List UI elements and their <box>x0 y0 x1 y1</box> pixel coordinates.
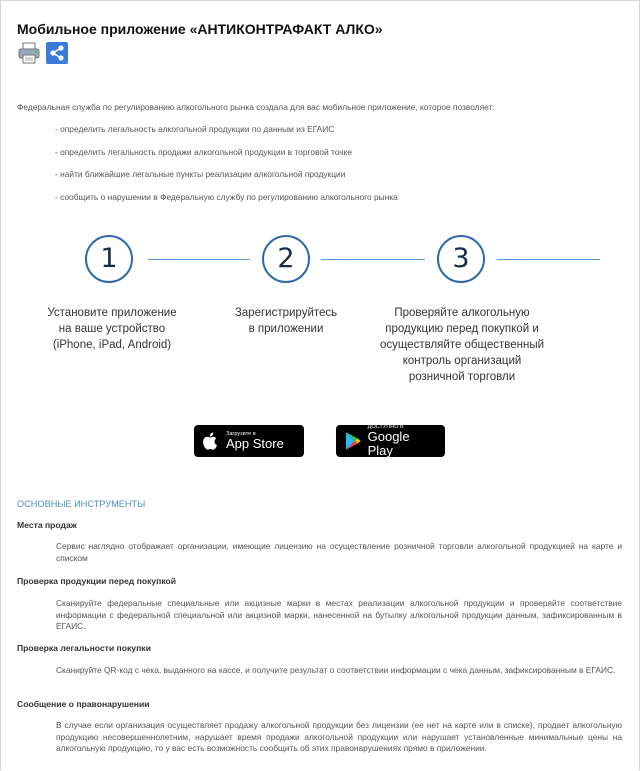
list-item: - определить легальность продажи алкогольной продукции в торговой точке <box>55 146 353 157</box>
intro-text: Федеральная служба по регулированию алкогольного рынка создала для вас мобильное приложение, которое позволяет: <box>17 102 495 112</box>
list-item: - сообщить о нарушении в Федеральную службу по регулированию алкогольного рынка <box>55 191 398 202</box>
step-3-number: 3 <box>437 235 485 283</box>
tool-description: Сканируйте федеральные специальные или акцизные марки в местах реализации алкогольной продукции и проверяйте соответствие информации с федеральной специальной или акцизной марки, нанесенной на бутылку алкогольной продукции данным, зафиксированным в ЕГАИС. <box>56 598 622 631</box>
googleplay-small-label: ДОСТУПНО В <box>367 424 404 430</box>
appstore-button[interactable] <box>194 425 304 457</box>
page-title: Мобильное приложение «АНТИКОНТРАФАКТ АЛКО» <box>17 21 383 37</box>
step-connector <box>497 259 600 260</box>
share-icon[interactable] <box>46 42 68 64</box>
step-1-number: 1 <box>85 235 133 283</box>
googleplay-button[interactable] <box>336 425 445 457</box>
google-play-icon <box>344 431 362 451</box>
step-3-text: Проверяйте алкогольную продукцию перед покупкой и осуществляйте общественный контроль организаций розничной торговли <box>379 307 545 383</box>
tool-title: Проверка продукции перед покупкой <box>17 576 177 586</box>
step-2-number: 2 <box>262 235 310 283</box>
tool-description: Сервис наглядно отображает организации, имеющие лицензию на осуществление розничной торговли алкогольной продукцией на карте и списком <box>56 541 622 563</box>
appstore-small-label: Загрузите в <box>226 431 256 437</box>
toolbar <box>18 42 68 64</box>
appstore-big-label: App Store <box>226 436 284 451</box>
tool-title: Проверка легальности покупки <box>17 643 151 653</box>
apple-icon <box>202 431 220 451</box>
feature-list <box>55 124 398 214</box>
list-item: - определить легальность алкогольной продукции по данным из ЕГАИС <box>55 124 335 134</box>
list-item: - найти ближайшие легальные пункты реализации алкогольной продукции <box>55 169 346 179</box>
tool-description: Сканируйте QR-код с чека, выданного на кассе, и получите результат о соответствии информации с чека данным, зафиксированным в ЕГАИС. <box>56 665 616 675</box>
step-connector <box>148 259 250 260</box>
step-2-text: Зарегистрируйтесь в приложении <box>234 307 338 335</box>
tools-heading: ОСНОВНЫЕ ИНСТРУМЕНТЫ <box>17 499 146 509</box>
step-connector <box>321 259 425 260</box>
print-icon[interactable] <box>18 42 40 64</box>
tool-title: Сообщение о правонарушении <box>17 699 150 709</box>
googleplay-big-label: Google Play <box>367 429 410 458</box>
step-1-text: Установите приложение на ваше устройство (iPhone, iPad, Android) <box>47 307 177 351</box>
tool-description: В случае если организация осуществляет продажу алкогольной продукции без лицензии (ее нет на карте или в списке), продает алкогольную продукцию несовершеннолетним, нарушает время продажи алкогольной продукции или нарушает установленные минимальные цены на алкогольную продукцию, то у вас есть возможность сообщить об этих правонарушениях прямо в приложении. <box>56 720 622 753</box>
tool-title: Места продаж <box>17 520 77 530</box>
